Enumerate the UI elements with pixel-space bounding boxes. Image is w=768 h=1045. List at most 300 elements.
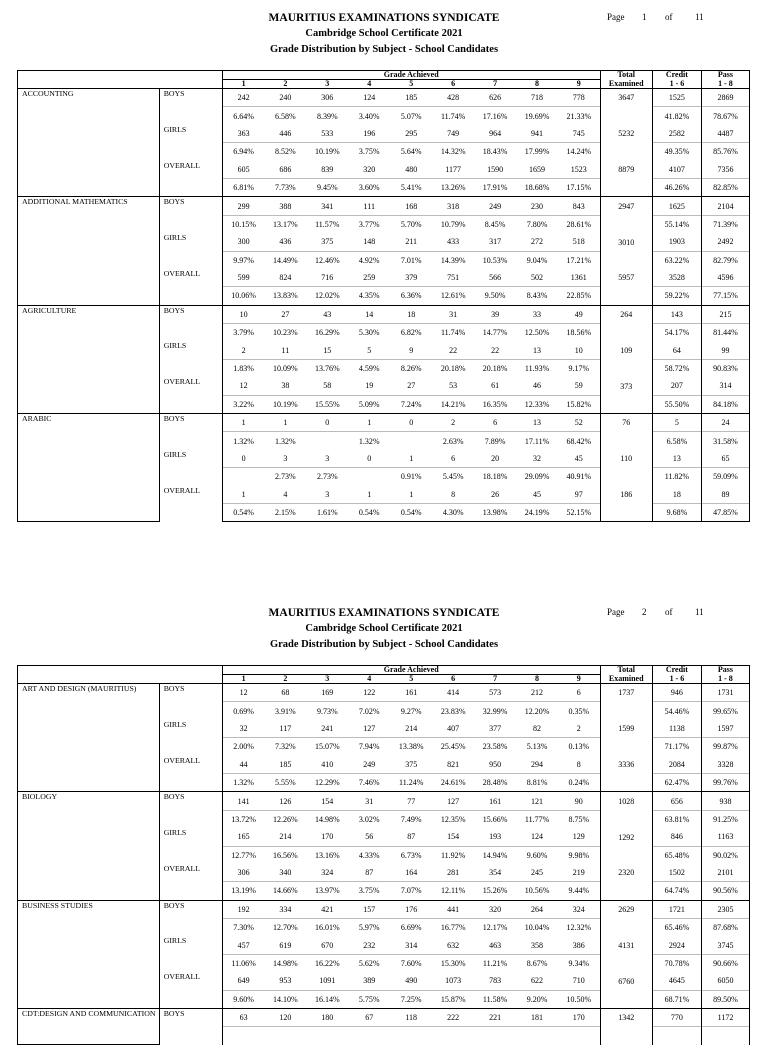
grade-count: 1 — [409, 454, 414, 463]
table-row — [18, 197, 750, 215]
grade-percent: 7.60% — [390, 954, 432, 972]
grade-count: 778 — [558, 89, 600, 107]
grade-percent — [222, 468, 264, 486]
credit-count: 1625 — [652, 197, 701, 215]
grade-percent: 15.87% — [432, 990, 474, 1008]
pass-percent: 90.56% — [701, 882, 749, 900]
grade-percent: 8.52% — [264, 143, 306, 161]
grade-heading: 7 — [474, 675, 516, 684]
grade-count: 20 — [491, 454, 500, 463]
grade-percent: 8.39% — [306, 107, 348, 125]
grade-percent: 9.60% — [222, 990, 264, 1008]
report-subtitle: Grade Distribution by Subject - School Candidates — [269, 44, 499, 55]
grade-count: 38 — [281, 381, 290, 391]
grade-count: 32 — [222, 720, 264, 738]
pass-count: 1163 — [701, 828, 749, 846]
grade-count: 259 — [363, 273, 376, 283]
table-row — [18, 305, 750, 323]
grade-percent: 11.74% — [432, 324, 474, 342]
pass-heading: Pass — [701, 666, 749, 675]
grade-heading: 7 — [474, 80, 516, 89]
grade-count: 68 — [264, 684, 306, 702]
grade-count: 324 — [321, 868, 334, 878]
grade-count: 249 — [363, 759, 376, 769]
grade-count: 118 — [390, 1009, 432, 1027]
grade-count: 127 — [432, 792, 474, 810]
grade-percent: 18.68% — [516, 178, 558, 196]
credit-subheading: 1 - 6 — [652, 80, 701, 89]
grade-count: 242 — [222, 89, 264, 107]
credit-percent: 63.81% — [652, 810, 701, 828]
grade-count: 1 — [409, 489, 414, 499]
grade-heading: 9 — [558, 675, 600, 684]
grade-percent: 3.75% — [348, 882, 390, 900]
credit-percent: 65.48% — [652, 846, 701, 864]
grade-percent: 9.60% — [516, 846, 558, 864]
grade-count: 605 — [222, 161, 264, 179]
grade-count: 375 — [321, 237, 334, 247]
grade-percent: 5.62% — [348, 954, 390, 972]
grade-count: 1361 — [570, 273, 587, 283]
grade-percent: 16.35% — [474, 395, 516, 413]
table-header-row — [18, 80, 750, 89]
grade-heading: 5 — [390, 80, 432, 89]
total-subheading: Examined — [600, 675, 652, 684]
grade-percent: 9.27% — [390, 702, 432, 720]
pass-count: 89 — [701, 486, 749, 504]
grade-count: 240 — [264, 89, 306, 107]
grade-count: 45 — [533, 489, 542, 499]
grade-percent: 5.70% — [390, 215, 432, 233]
grade-percent: 16.77% — [432, 919, 474, 937]
grade-percent: 8.26% — [390, 359, 432, 377]
grade-percent: 14.66% — [264, 882, 306, 900]
credit-percent: 71.17% — [652, 738, 701, 756]
grade-percent: 1.61% — [306, 503, 348, 521]
grade-percent: 11.57% — [306, 215, 348, 233]
credit-percent: 70.78% — [652, 954, 701, 972]
grade-percent: 10.06% — [222, 287, 264, 305]
grade-count: 120 — [264, 1009, 306, 1027]
grade-count: 463 — [489, 940, 502, 950]
grade-heading: 9 — [558, 80, 600, 89]
grade-count: 192 — [222, 900, 264, 918]
grade-count: 745 — [572, 128, 585, 138]
grade-percent: 19.69% — [516, 107, 558, 125]
grade-count: 686 — [279, 164, 292, 174]
grade-count: 421 — [306, 900, 348, 918]
grade-percent: 12.50% — [516, 324, 558, 342]
pass-percent: 85.76% — [701, 143, 749, 161]
grade-percent: 6.82% — [390, 324, 432, 342]
grade-percent: 12.20% — [516, 702, 558, 720]
credit-count: 2582 — [652, 125, 701, 143]
org-title: MAURITIUS EXAMINATIONS SYNDICATE — [268, 607, 500, 619]
grade-percent: 12.77% — [222, 846, 264, 864]
grade-count: 1523 — [570, 164, 587, 174]
grade-percent: 12.02% — [306, 287, 348, 305]
grade-heading: 5 — [390, 675, 432, 684]
grade-heading: 4 — [348, 675, 390, 684]
candidate-group-label: OVERALL — [159, 486, 222, 522]
grade-percent — [348, 468, 390, 486]
grade-count: 9 — [409, 345, 414, 355]
grade-percent: 18.18% — [474, 468, 516, 486]
grade-count: 428 — [432, 89, 474, 107]
credit-percent: 55.14% — [652, 215, 701, 233]
grade-count: 824 — [279, 273, 292, 283]
grade-percent: 5.64% — [390, 143, 432, 161]
grade-percent: 13.17% — [264, 215, 306, 233]
grade-percent: 2.00% — [222, 738, 264, 756]
grade-count: 164 — [405, 868, 418, 878]
candidate-group-label: OVERALL — [159, 161, 222, 197]
grade-count: 161 — [390, 684, 432, 702]
grade-count: 446 — [279, 128, 292, 138]
grade-count: 295 — [405, 128, 418, 138]
grade-percent: 6.73% — [390, 846, 432, 864]
grade-distribution-table — [17, 665, 750, 1045]
grade-count: 354 — [489, 868, 502, 878]
pass-percent: 47.85% — [701, 503, 749, 521]
grade-count: 193 — [489, 832, 502, 842]
total-subheading: Examined — [600, 80, 652, 89]
grade-percent: 15.26% — [474, 882, 516, 900]
grade-percent: 4.35% — [348, 287, 390, 305]
total-examined: 2947 — [600, 197, 652, 215]
grade-count: 127 — [363, 723, 376, 733]
grade-percent: 10.23% — [264, 324, 306, 342]
grade-percent: 11.74% — [432, 107, 474, 125]
grade-count: 821 — [447, 759, 460, 769]
pass-percent: 71.39% — [701, 215, 749, 233]
total-examined: 3010 — [600, 233, 652, 251]
total-examined: 5232 — [600, 125, 652, 143]
total-examined: 2320 — [600, 864, 652, 882]
total-heading: Total — [600, 666, 652, 675]
grade-count: 32 — [533, 454, 542, 463]
candidate-group-label: BOYS — [159, 684, 222, 720]
grade-percent: 5.97% — [348, 919, 390, 937]
subject-name: BUSINESS STUDIES — [18, 900, 160, 1008]
grade-count: 219 — [572, 868, 585, 878]
pass-count: 215 — [701, 305, 749, 323]
grade-percent: 14.94% — [474, 846, 516, 864]
grade-count: 518 — [572, 237, 585, 247]
grade-count: 87 — [407, 832, 416, 842]
candidate-group-label: GIRLS — [159, 720, 222, 756]
grade-count: 33 — [516, 305, 558, 323]
grade-percent: 1.32% — [348, 432, 390, 450]
grade-count: 0 — [306, 414, 348, 432]
pass-percent: 99.87% — [701, 738, 749, 756]
grade-count: 26 — [491, 489, 500, 499]
total-examined: 1028 — [600, 792, 652, 810]
grade-heading: 1 — [222, 675, 264, 684]
grade-achieved-heading: Grade Achieved — [222, 71, 600, 80]
credit-percent: 64.74% — [652, 882, 701, 900]
pass-count: 1597 — [701, 720, 749, 738]
grade-count: 649 — [222, 972, 264, 990]
grade-percent: 9.50% — [474, 287, 516, 305]
grade-heading: 2 — [264, 675, 306, 684]
grade-count: 52 — [558, 414, 600, 432]
credit-percent: 58.72% — [652, 359, 701, 377]
total-heading: Total — [600, 71, 652, 80]
grade-count: 241 — [321, 723, 334, 733]
candidate-group-label: GIRLS — [159, 125, 222, 161]
grade-count: 39 — [474, 305, 516, 323]
grade-percent: 8.81% — [516, 773, 558, 791]
grade-count: 363 — [222, 125, 264, 143]
grade-count: 6 — [451, 454, 456, 463]
grade-count: 13 — [533, 345, 542, 355]
grade-percent: 15.55% — [306, 395, 348, 413]
grade-count: 320 — [474, 900, 516, 918]
pass-percent: 89.50% — [701, 990, 749, 1008]
grade-count: 5 — [367, 345, 372, 355]
grade-count: 212 — [516, 684, 558, 702]
grade-percent: 6.36% — [390, 287, 432, 305]
credit-count: 656 — [652, 792, 701, 810]
candidate-group-label: OVERALL — [159, 269, 222, 305]
pass-count: 1172 — [701, 1009, 749, 1027]
subject-name: ARABIC — [18, 414, 160, 522]
total-examined: 186 — [600, 486, 652, 504]
grade-count: 185 — [279, 759, 292, 769]
grade-percent: 3.75% — [348, 143, 390, 161]
grade-count: 249 — [474, 197, 516, 215]
grade-count: 31 — [348, 792, 390, 810]
grade-count: 843 — [558, 197, 600, 215]
grade-percent: 6.69% — [390, 919, 432, 937]
pass-count: 938 — [701, 792, 749, 810]
grade-percent: 52.15% — [558, 503, 600, 521]
grade-percent: 23.83% — [432, 702, 474, 720]
subject-name: ART AND DESIGN (MAURITIUS) — [18, 684, 160, 792]
grade-count: 1 — [264, 414, 306, 432]
grade-percent: 11.58% — [474, 990, 516, 1008]
grade-percent: 12.70% — [264, 919, 306, 937]
grade-count: 87 — [365, 868, 374, 878]
grade-percent: 1.32% — [222, 432, 264, 450]
candidate-group-label: OVERALL — [159, 972, 222, 1008]
grade-count: 751 — [447, 273, 460, 283]
grade-percent: 32.99% — [474, 702, 516, 720]
grade-count: 1 — [222, 486, 264, 504]
pass-percent: 90.02% — [701, 846, 749, 864]
grade-percent: 13.83% — [264, 287, 306, 305]
credit-count: 3528 — [652, 269, 701, 287]
grade-count: 264 — [516, 900, 558, 918]
grade-count: 12 — [222, 377, 264, 395]
grade-percent: 6.94% — [222, 143, 264, 161]
grade-percent: 12.46% — [306, 251, 348, 269]
grade-count: 441 — [432, 900, 474, 918]
grade-count: 2 — [576, 723, 581, 733]
grade-count: 14 — [348, 305, 390, 323]
grade-count: 6 — [474, 414, 516, 432]
grade-percent: 12.26% — [264, 810, 306, 828]
pass-count: 1731 — [701, 684, 749, 702]
grade-count: 27 — [264, 305, 306, 323]
grade-percent: 17.15% — [558, 178, 600, 196]
grade-count: 407 — [447, 723, 460, 733]
grade-percent: 8.43% — [516, 287, 558, 305]
grade-count: 90 — [558, 792, 600, 810]
grade-percent: 16.14% — [306, 990, 348, 1008]
candidate-group-label: OVERALL — [159, 377, 222, 413]
grade-count: 619 — [279, 940, 292, 950]
grade-percent: 13.38% — [390, 738, 432, 756]
grade-percent: 11.93% — [516, 359, 558, 377]
credit-percent: 54.17% — [652, 324, 701, 342]
credit-count: 1721 — [652, 900, 701, 918]
page-label: Page — [607, 607, 625, 617]
page-of-label: of — [665, 607, 673, 617]
grade-percent: 0.24% — [558, 773, 600, 791]
grade-percent: 2.63% — [432, 432, 474, 450]
grade-percent: 12.17% — [474, 919, 516, 937]
grade-count: 19 — [365, 381, 374, 391]
credit-count: 946 — [652, 684, 701, 702]
candidate-group-label: OVERALL — [159, 864, 222, 900]
report-subtitle: Grade Distribution by Subject - School Candidates — [269, 639, 499, 650]
credit-count: 207 — [652, 377, 701, 395]
pass-count: 24 — [701, 414, 749, 432]
grade-count: 320 — [363, 164, 376, 174]
pass-count: 6050 — [701, 972, 749, 990]
total-examined: 1737 — [600, 684, 652, 702]
pass-count: 2104 — [701, 197, 749, 215]
grade-count: 59 — [574, 381, 583, 391]
credit-percent: 54.46% — [652, 702, 701, 720]
grade-heading: 8 — [516, 80, 558, 89]
grade-count: 1 — [222, 414, 264, 432]
grade-count: 3 — [283, 454, 288, 463]
subject-name: AGRICULTURE — [18, 305, 160, 413]
grade-percent: 7.25% — [390, 990, 432, 1008]
grade-count: 389 — [363, 976, 376, 986]
grade-count: 670 — [321, 940, 334, 950]
grade-heading: 4 — [348, 80, 390, 89]
grade-percent: 17.11% — [516, 432, 558, 450]
grade-percent: 13.16% — [306, 846, 348, 864]
grade-percent: 4.33% — [348, 846, 390, 864]
grade-percent: 7.07% — [390, 882, 432, 900]
grade-percent: 17.91% — [474, 178, 516, 196]
table-row — [18, 1009, 750, 1027]
credit-count: 13 — [652, 450, 701, 468]
candidate-group-label: BOYS — [159, 792, 222, 828]
grade-percent: 11.06% — [222, 954, 264, 972]
subject-name: ADDITIONAL MATHEMATICS — [18, 197, 160, 305]
grade-count: 45 — [574, 454, 583, 463]
grade-count: 953 — [279, 976, 292, 986]
grade-count: 317 — [489, 237, 502, 247]
grade-percent: 14.98% — [264, 954, 306, 972]
pass-percent: 81.44% — [701, 324, 749, 342]
grade-count: 272 — [531, 237, 544, 247]
grade-percent: 13.19% — [222, 882, 264, 900]
grade-count: 129 — [572, 832, 585, 842]
grade-percent: 7.73% — [264, 178, 306, 196]
grade-percent: 14.32% — [432, 143, 474, 161]
grade-percent: 2.73% — [306, 468, 348, 486]
grade-count: 480 — [405, 164, 418, 174]
grade-count: 0 — [390, 414, 432, 432]
page-of-label: of — [665, 12, 673, 22]
grade-percent: 0.54% — [222, 503, 264, 521]
grade-count: 12 — [222, 684, 264, 702]
grade-percent: 9.97% — [222, 251, 264, 269]
grade-count: 46 — [533, 381, 542, 391]
grade-percent: 6.64% — [222, 107, 264, 125]
grade-count: 964 — [489, 128, 502, 138]
grade-percent: 10.19% — [264, 395, 306, 413]
grade-percent: 0.54% — [348, 503, 390, 521]
grade-count: 318 — [432, 197, 474, 215]
grade-count: 386 — [572, 940, 585, 950]
grade-count: 626 — [474, 89, 516, 107]
grade-percent: 12.35% — [432, 810, 474, 828]
grade-percent: 9.34% — [558, 954, 600, 972]
grade-percent: 14.10% — [264, 990, 306, 1008]
grade-percent: 10.79% — [432, 215, 474, 233]
grade-percent: 16.56% — [264, 846, 306, 864]
grade-percent: 9.73% — [306, 702, 348, 720]
pass-count: 4487 — [701, 125, 749, 143]
grade-count: 1659 — [529, 164, 546, 174]
grade-count: 0 — [367, 454, 372, 463]
grade-percent: 14.49% — [264, 251, 306, 269]
credit-count: 1502 — [652, 864, 701, 882]
grade-percent: 1.32% — [264, 432, 306, 450]
grade-percent: 17.99% — [516, 143, 558, 161]
grade-percent: 4.30% — [432, 503, 474, 521]
total-examined: 264 — [600, 305, 652, 323]
grade-percent: 16.01% — [306, 919, 348, 937]
grade-percent: 1.83% — [222, 359, 264, 377]
total-examined: 373 — [600, 377, 652, 395]
credit-count: 846 — [652, 828, 701, 846]
grade-count: 2 — [222, 341, 264, 359]
grade-count: 13 — [516, 414, 558, 432]
candidate-group-label: GIRLS — [159, 828, 222, 864]
credit-count: 18 — [652, 486, 701, 504]
grade-count: 433 — [447, 237, 460, 247]
page-total: 11 — [695, 12, 704, 22]
grade-percent: 18.43% — [474, 143, 516, 161]
grade-heading: 3 — [306, 80, 348, 89]
grade-percent: 9.17% — [558, 359, 600, 377]
grade-percent — [390, 432, 432, 450]
grade-percent: 17.16% — [474, 107, 516, 125]
pass-percent: 82.79% — [701, 251, 749, 269]
grade-percent: 13.76% — [306, 359, 348, 377]
pass-percent: 59.09% — [701, 468, 749, 486]
page-label: Page — [607, 12, 625, 22]
grade-percent: 4.59% — [348, 359, 390, 377]
grade-count: 61 — [491, 381, 500, 391]
grade-percent: 12.11% — [432, 882, 474, 900]
grade-count: 77 — [390, 792, 432, 810]
grade-count: 126 — [264, 792, 306, 810]
grade-count: 502 — [531, 273, 544, 283]
pass-count: 3328 — [701, 756, 749, 774]
total-examined: 3336 — [600, 756, 652, 774]
grade-count: 358 — [531, 940, 544, 950]
